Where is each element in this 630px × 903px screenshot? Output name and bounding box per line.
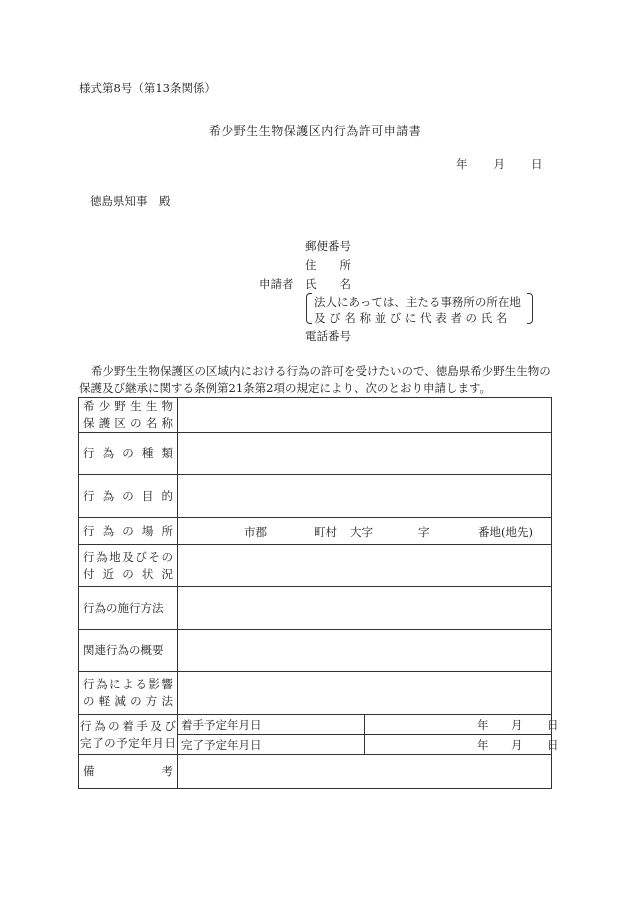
row-mitigation xyxy=(79,672,552,715)
method-field[interactable] xyxy=(178,587,552,630)
end-date-field[interactable] xyxy=(365,735,559,755)
surroundings-field[interactable] xyxy=(178,545,552,587)
schedule-label xyxy=(79,715,178,755)
start-day: 日 xyxy=(547,718,559,732)
address-label: 住 所 xyxy=(305,258,351,272)
end-month: 月 xyxy=(511,738,523,752)
end-year: 年 xyxy=(477,738,489,752)
reserve-name-label-line1: 希少野生生物 xyxy=(83,399,173,413)
schedule-label-line2: 完了の予定年月日 xyxy=(80,735,176,750)
start-month: 月 xyxy=(511,718,523,732)
related-field[interactable] xyxy=(178,630,552,672)
mitigation-field[interactable] xyxy=(178,672,552,715)
start-date-label: 着手予定年月日 xyxy=(178,715,365,735)
start-year: 年 xyxy=(477,718,489,732)
related-label: 関連行為の概要 xyxy=(79,630,178,672)
phone-label: 電話番号 xyxy=(305,329,351,343)
date-line xyxy=(456,156,543,172)
end-day: 日 xyxy=(547,738,559,752)
mitigation-label-line2: の軽減の方法 xyxy=(83,694,173,708)
date-month: 月 xyxy=(493,157,505,171)
mitigation-label-line1: 行為による影響 xyxy=(83,677,173,691)
mitigation-label xyxy=(79,672,178,715)
place-town: 町村 xyxy=(314,525,337,539)
form-number: 様式第8号（第13条関係） xyxy=(79,81,216,95)
act-type-field[interactable] xyxy=(178,433,552,475)
place-banchi: 番地(地先) xyxy=(478,525,533,539)
row-related xyxy=(79,630,552,672)
act-place-field[interactable] xyxy=(178,518,552,545)
surroundings-label xyxy=(79,545,178,587)
act-type-label: 行為の種類 xyxy=(79,433,178,475)
place-city: 市郡 xyxy=(244,525,267,539)
corporation-note-line2: 及 び 名 称 並 び に 代 表 者 の 氏 名 xyxy=(314,311,508,325)
application-table xyxy=(78,397,559,789)
bracket-left xyxy=(306,293,312,324)
surroundings-label-line1: 行為地及びその xyxy=(83,549,173,564)
date-year: 年 xyxy=(456,157,468,171)
document-title: 希少野生生物保護区内行為許可申請書 xyxy=(208,124,422,138)
date-day: 日 xyxy=(531,157,543,171)
method-label: 行為の施行方法 xyxy=(79,587,178,630)
surroundings-label-line2: 付近の状況 xyxy=(83,566,173,581)
reserve-name-field[interactable] xyxy=(178,398,552,433)
row-act-purpose xyxy=(79,475,552,518)
remarks-field[interactable] xyxy=(178,755,552,789)
act-purpose-label: 行為の目的 xyxy=(79,475,178,518)
end-date-label: 完了予定年月日 xyxy=(178,735,365,755)
place-aza: 字 xyxy=(418,525,430,539)
reserve-name-label xyxy=(79,398,178,433)
intro-paragraph: 希少野生生物保護区の区域内における行為の許可を受けたいので、徳島県希少野生生物の保護及び継承に関する条例第21条第2項の規定により、次のとおり申請します。 xyxy=(79,364,551,395)
row-method xyxy=(79,587,552,630)
name-label: 氏 名 xyxy=(305,277,351,291)
act-place-label: 行為の場所 xyxy=(79,518,178,545)
applicant-label: 申請者 xyxy=(259,277,294,291)
row-act-place xyxy=(79,518,552,545)
start-date-field[interactable] xyxy=(365,715,559,735)
reserve-name-label-line2: 保護区の名称 xyxy=(83,416,173,430)
place-oaza: 大字 xyxy=(350,525,373,539)
act-purpose-field[interactable] xyxy=(178,475,552,518)
bracket-right xyxy=(527,293,533,324)
schedule-label-line1: 行為の着手及び xyxy=(80,718,176,733)
row-remarks xyxy=(79,755,552,789)
postal-code-label: 郵便番号 xyxy=(305,239,351,253)
row-surroundings xyxy=(79,545,552,587)
remarks-label: 備 考 xyxy=(79,755,178,789)
corporation-note-line1: 法人にあっては、主たる事務所の所在地 xyxy=(314,295,521,309)
row-act-type xyxy=(79,433,552,475)
row-start-date xyxy=(79,715,552,735)
row-reserve-name xyxy=(79,398,552,433)
addressee: 徳島県知事 殿 xyxy=(90,194,171,208)
